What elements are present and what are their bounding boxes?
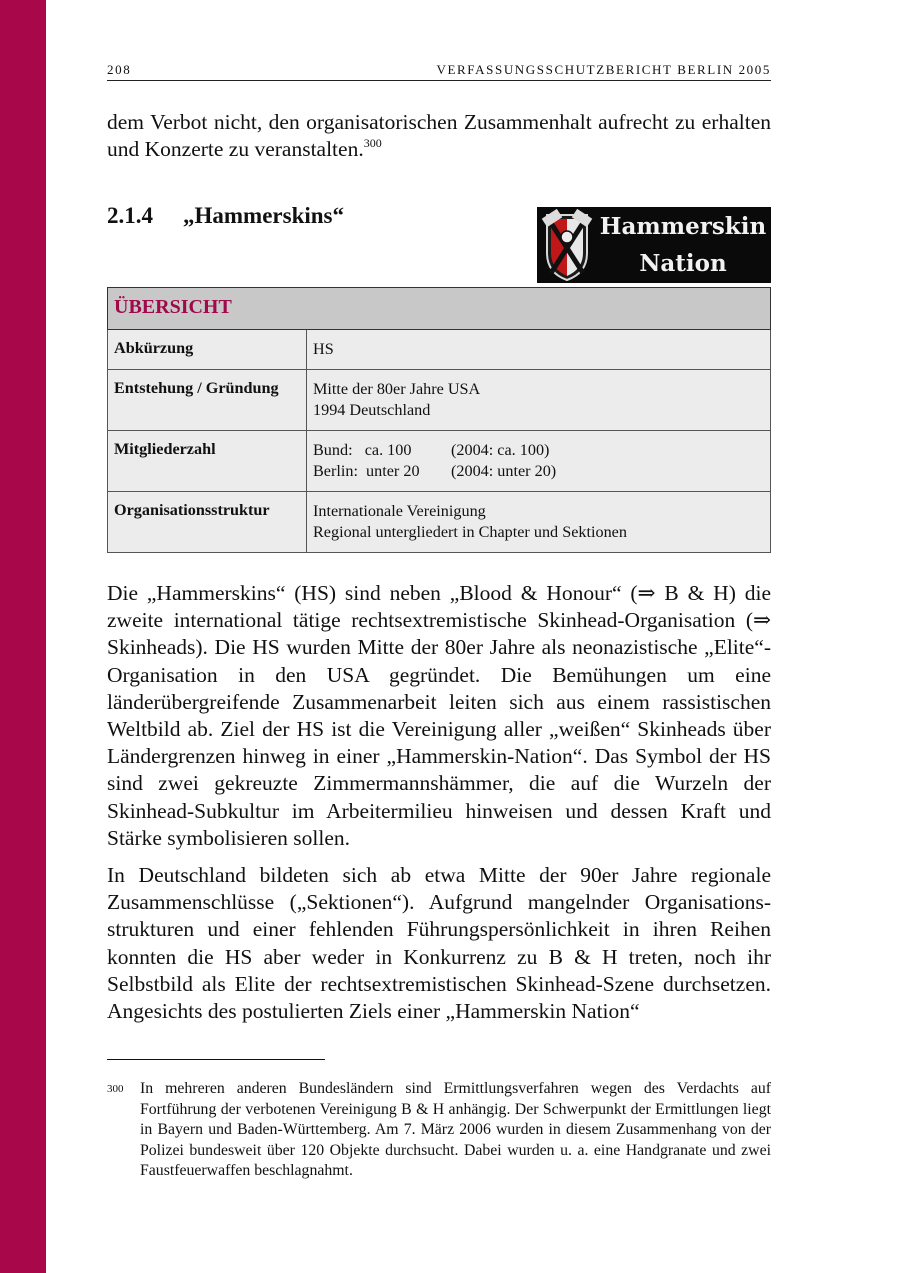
footnote-number: 300 — [107, 1083, 124, 1095]
footnote-reference[interactable]: 300 — [363, 136, 382, 151]
page-header — [107, 62, 771, 81]
row-label-founding: Entstehung / Gründung — [108, 370, 307, 431]
membership-current: Berlin: unter 20 — [313, 461, 420, 480]
row-label-structure: Organisationsstruktur — [108, 492, 307, 553]
hammerskin-nation-logo — [537, 207, 771, 283]
section-title: „Hammerskins“ — [183, 203, 344, 228]
section-heading — [107, 203, 344, 229]
footnote — [107, 1079, 771, 1182]
page-spine-bar — [0, 0, 46, 1273]
table-row — [108, 330, 771, 370]
row-value-membership — [307, 431, 771, 492]
membership-previous: (2004: ca. 100) — [451, 441, 550, 459]
overview-heading: ÜBERSICHT — [108, 288, 771, 330]
table-row — [108, 370, 771, 431]
value-line: Regional untergliedert in Chapter und Sektionen — [313, 522, 627, 541]
overview-table — [107, 287, 771, 553]
intro-text: dem Verbot nicht, den organisatorischen Zusammenhalt aufrecht zu erhalten und Konzerte zu veranstalten. — [107, 110, 771, 162]
row-value-abbreviation — [307, 330, 771, 370]
membership-current: Bund: ca. 100 — [313, 441, 412, 459]
membership-previous: (2004: unter 20) — [451, 461, 557, 480]
page-number: 208 — [107, 62, 132, 77]
row-label-membership: Mitgliederzahl — [108, 431, 307, 492]
value-line: Mitte der 80er Jahre USA — [313, 380, 481, 398]
row-value-founding — [307, 370, 771, 431]
running-title: VERFASSUNGSSCHUTZBERICHT BERLIN 2005 — [436, 62, 771, 77]
value-line: 1994 Deutschland — [313, 400, 431, 419]
row-value-structure — [307, 492, 771, 553]
table-row — [108, 431, 771, 492]
section-number: 2.1.4 — [107, 203, 153, 228]
table-row — [108, 492, 771, 553]
logo-text-line2: Nation — [639, 250, 727, 277]
value-line: Internationale Vereinigung — [313, 502, 486, 520]
value-line: HS — [313, 340, 334, 358]
body-paragraph-2: In Deutschland bildeten sich ab etwa Mitte der 90er Jahre regionale Zusammenschlüsse („Sektionen“). Aufgrund mangelnder Organisationsstrukturen und einer fehlenden Führungspersönlichkeit in ihren Reihen konnten die HS aber weder in Konkurrenz zu B & H treten, noch ihr Selbstbild als Elite der rechtsextremistischen Skinhead-Szene durchsetzen. Angesichts des postulierten Ziels einer „Hammerskin Nation“ — [107, 863, 771, 1024]
footnote-divider — [107, 1059, 325, 1060]
logo-text-line1: Hammerskin — [599, 213, 767, 240]
footnote-text: In mehreren anderen Bundesländern sind Ermittlungsverfahren wegen des Verdachts auf Fortführung der verbotenen Vereinigung B & H anhängig. Der Schwerpunkt der Ermittlungen liegt in Bayern und Baden-Württemberg. Am 7. März 2006 wurden in diesem Zusammenhang von der Polizei bundesweit über 120 Objekte durchsucht. Dabei wurden u. a. eine Handgranate und zwei Faustfeuerwaffen beschlagnahmt. — [140, 1080, 771, 1179]
row-label-abbreviation: Abkürzung — [108, 330, 307, 370]
value-line — [313, 440, 764, 461]
value-line — [313, 461, 764, 482]
intro-paragraph — [107, 109, 771, 163]
body-paragraph-1: Die „Hammerskins“ (HS) sind neben „Blood & Honour“ (⇒ B & H) die zweite international tätige rechtsextremistische Skinhead-Organisation (⇒ Skinheads). Die HS wurden Mitte der 80er Jahre als neonazistische „Elite“-Organisation in den USA gegründet. Die Bemühungen um eine länderübergreifende Zusammenarbeit leiten sich aus einem rassistischen Weltbild ab. Ziel der HS ist die Vereinigung aller „weißen“ Skinheads über Ländergrenzen hinweg in einer „Hammerskin-Nation“. Das Symbol der HS sind zwei gekreuzte Zimmermannshämmer, die auf die Wurzeln der Skinhead-Subkultur im Arbeitermilieu hinweisen und dessen Kraft und Stärke symbolisieren sollen. — [107, 581, 771, 850]
